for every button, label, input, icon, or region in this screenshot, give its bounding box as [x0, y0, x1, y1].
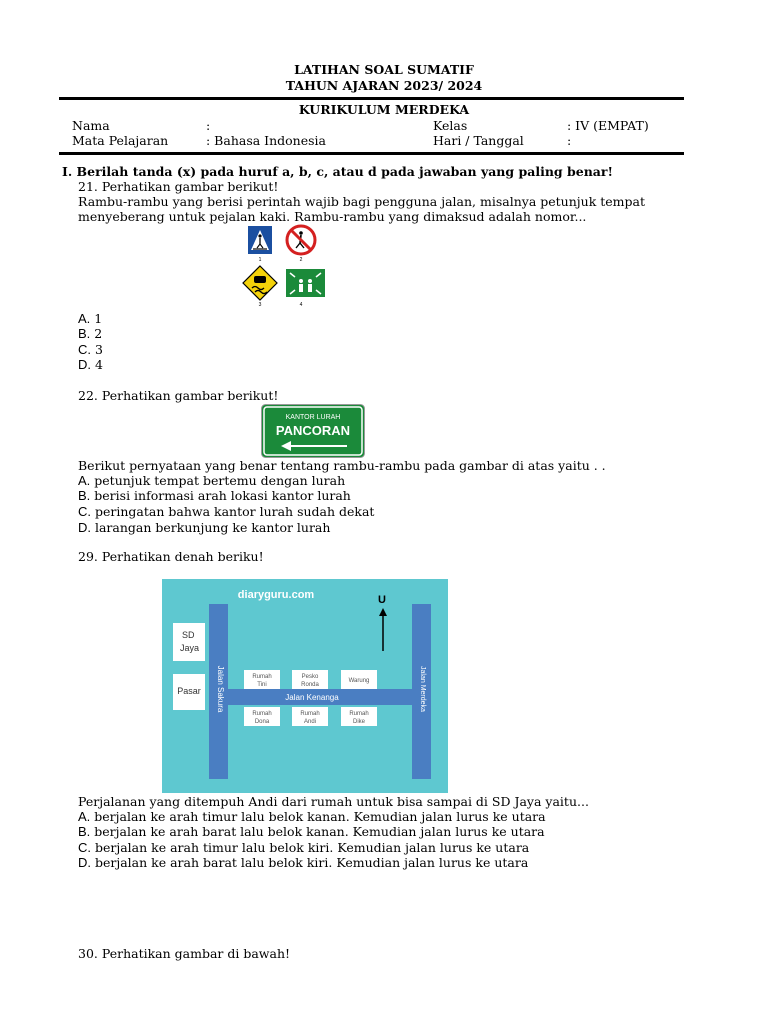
pedestrian-crossing-sign-icon: [248, 226, 272, 254]
q22-option-b[interactable]: B. berisi informasi arah lokasi kantor lurah: [78, 488, 351, 503]
svg-text:Tini: Tini: [257, 682, 267, 688]
slippery-road-sign-icon: [243, 266, 277, 300]
q30-title: 30. Perhatikan gambar di bawah!: [78, 946, 291, 961]
q29-text: Perjalanan yang ditempuh Andi dari rumah untuk bisa sampai di SD Jaya yaitu...: [78, 794, 589, 809]
sign-number-1: 1: [258, 257, 262, 263]
building-sd-jaya: [173, 623, 205, 661]
sign-main-label: PANCORAN: [275, 423, 351, 438]
q21-option-a[interactable]: A. 1: [78, 311, 103, 326]
label-sd-jaya-1: SD: [182, 630, 195, 640]
q29-option-c[interactable]: C. berjalan ke arah timur lalu belok kiri. Kemudian jalan lurus ke utara: [78, 840, 530, 855]
q22-text: Berikut pernyataan yang benar tentang rambu-rambu pada gambar di atas yaitu . .: [78, 458, 606, 473]
label-jalan-merdeka: Jalan Merdeka: [419, 666, 426, 712]
q29-map: [162, 579, 448, 793]
sign-top-label: KANTOR LURAH: [285, 414, 341, 421]
header-rule-bottom: [59, 152, 684, 155]
q22-title: 22. Perhatikan gambar berikut!: [78, 388, 279, 403]
q21-option-c[interactable]: C. 3: [78, 342, 103, 357]
q22-direction-sign: [261, 404, 365, 458]
svg-text:Rumah: Rumah: [252, 711, 272, 717]
svg-text:Andi: Andi: [303, 719, 317, 725]
q21-title: 21. Perhatikan gambar berikut!: [78, 179, 279, 194]
q22-option-c[interactable]: C. peringatan bahwa kantor lurah sudah dekat: [78, 504, 375, 519]
q21-traffic-signs: [238, 224, 334, 310]
label-jalan-kenanga: Jalan Kenanga: [285, 693, 339, 702]
sign-number-4: 4: [299, 302, 303, 308]
header-curriculum: KURIKULUM MERDEKA: [298, 102, 470, 117]
q21-option-b[interactable]: B. 2: [78, 326, 103, 341]
q21-text-1: Rambu-rambu yang berisi perintah wajib bagi pengguna jalan, misalnya petunjuk tempat: [78, 194, 645, 209]
svg-text:Warung: Warung: [348, 678, 370, 684]
q29-option-b[interactable]: B. berjalan ke arah barat lalu belok kanan. Kemudian jalan lurus ke utara: [78, 824, 545, 839]
q29-title: 29. Perhatikan denah beriku!: [78, 549, 264, 564]
kelas-value: : IV (EMPAT): [567, 118, 649, 133]
no-pedestrian-sign-icon: [287, 226, 315, 254]
svg-text:Ronda: Ronda: [301, 682, 319, 688]
header-title: LATIHAN SOAL SUMATIF: [294, 62, 474, 77]
svg-text:Dona: Dona: [254, 719, 270, 725]
kelas-label: Kelas: [433, 118, 468, 133]
q22-option-d[interactable]: D. larangan berkunjung ke kantor lurah: [78, 520, 331, 535]
tanggal-value: :: [567, 133, 572, 148]
svg-text:Pesko: Pesko: [301, 674, 319, 680]
q21-text-2: menyeberang untuk pejalan kaki. Rambu-rambu yang dimaksud adalah nomor...: [78, 209, 587, 224]
assembly-point-sign-icon: [286, 269, 325, 297]
map-watermark: diaryguru.com: [237, 589, 315, 601]
svg-text:Rumah: Rumah: [252, 674, 272, 680]
q29-option-a[interactable]: A. berjalan ke arah timur lalu belok kanan. Kemudian jalan lurus ke utara: [78, 809, 546, 824]
nama-label: Nama: [72, 118, 110, 133]
sign-number-3: 3: [258, 302, 262, 308]
q21-option-d[interactable]: D. 4: [78, 357, 103, 372]
svg-text:Dike: Dike: [352, 719, 366, 725]
svg-text:Rumah: Rumah: [349, 711, 369, 717]
nama-value: :: [206, 118, 211, 133]
sign-number-2: 2: [299, 257, 303, 263]
header-rule-top: [59, 97, 684, 100]
svg-text:U: U: [378, 594, 386, 606]
svg-text:Rumah: Rumah: [300, 711, 320, 717]
mapel-value: : Bahasa Indonesia: [206, 133, 326, 148]
q29-option-d[interactable]: D. berjalan ke arah barat lalu belok kiri. Kemudian jalan lurus ke utara: [78, 855, 529, 870]
tanggal-label: Hari / Tanggal: [433, 133, 524, 148]
section-instruction: I. Berilah tanda (x) pada huruf a, b, c, atau d pada jawaban yang paling benar!: [62, 164, 613, 179]
label-pasar: Pasar: [177, 686, 201, 696]
label-jalan-sakura: Jalan Sakura: [216, 665, 225, 713]
q22-option-a[interactable]: A. petunjuk tempat bertemu dengan lurah: [78, 473, 346, 488]
mapel-label: Mata Pelajaran: [72, 133, 169, 148]
label-sd-jaya-2: Jaya: [180, 643, 200, 653]
header-year: TAHUN AJARAN 2023/ 2024: [285, 78, 483, 93]
